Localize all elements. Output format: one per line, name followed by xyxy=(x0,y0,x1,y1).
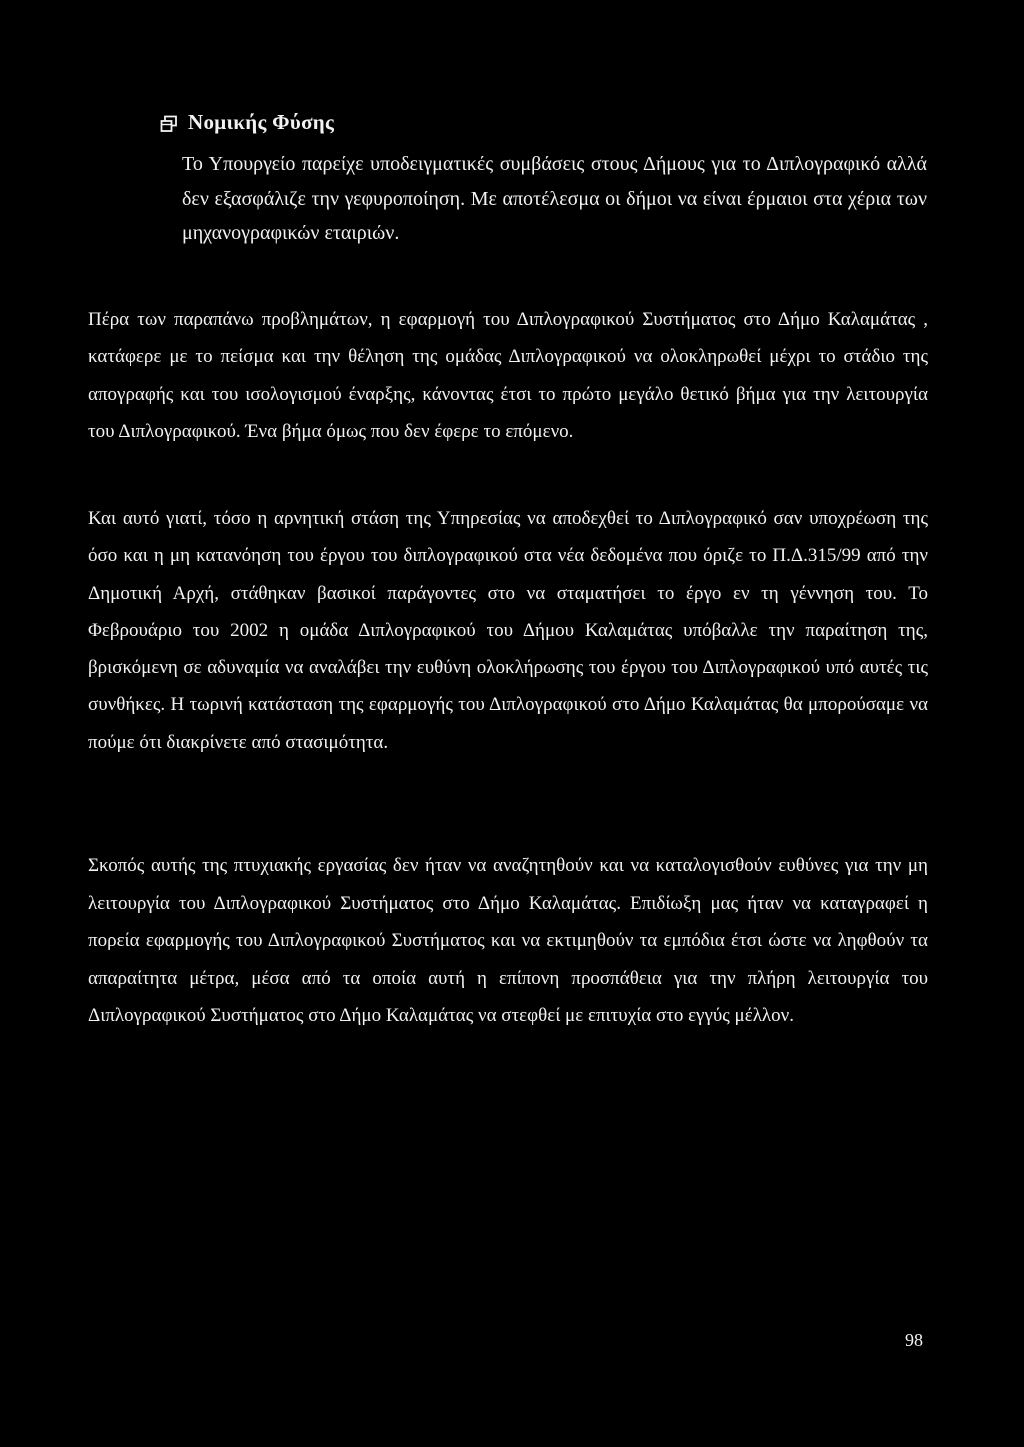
section-heading xyxy=(160,110,334,135)
intro-paragraph: Το Υπουργείο παρείχε υποδειγματικές συμβάσεις στους Δήμους για το Διπλογραφικό αλλά δεν εξασφάλιζε την γεφυροποίηση. Με αποτέλεσμα οι δήμοι να είναι έρμαιοι στα χέρια των μηχανογραφικών εταιριών. xyxy=(182,153,927,244)
page-number: 98 xyxy=(905,1330,923,1350)
document-icon xyxy=(160,114,178,132)
body-paragraph-3: Σκοπός αυτής της πτυχιακής εργασίας δεν ήταν να αναζητηθούν και να καταλογισθούν ευθύνες για την μη λειτουργία του Διπλογραφικού Συστήματος στο Δήμο Καλαμάτας. Επιδίωξη μας ήταν να καταγραφεί η πορεία εφαρμογής του Διπλογραφικού Συστήματος και να εκτιμηθούν τα εμπόδια έτσι ώστε να ληφθούν τα απαραίτητα μέτρα, μέσα από τα οποία αυτή η επίπονη προσπάθεια για την πλήρη λειτουργία του Διπλογραφικού Συστήματος στο Δήμο Καλαμάτας να στεφθεί με επιτυχία στο εγγύς μέλλον. xyxy=(88,855,928,1026)
body-paragraph-1: Πέρα των παραπάνω προβλημάτων, η εφαρμογή του Διπλογραφικού Συστήματος στο Δήμο Καλαμάτας , κατάφερε με το πείσμα και την θέληση της ομάδας Διπλογραφικού να ολοκληρωθεί μέχρι το στάδιο της απογραφής και του ισολογισμού έναρξης, κάνοντας έτσι το πρώτο μεγάλο θετικό βήμα για την λειτουργία του Διπλογραφικού. Ένα βήμα όμως που δεν έφερε το επόμενο. xyxy=(88,309,928,442)
body-paragraph-2: Και αυτό γιατί, τόσο η αρνητική στάση της Υπηρεσίας να αποδεχθεί το Διπλογραφικό σαν υποχρέωση της όσο και η μη κατανόηση του έργου του διπλογραφικού στα νέα δεδομένα που όριζε το Π.Δ.315/99 από την Δημοτική Αρχή, στάθηκαν βασικοί παράγοντες στο να σταματήσει το έργο εν τη γέννηση του. Το Φεβρουάριο του 2002 η ομάδα Διπλογραφικού του Δήμου Καλαμάτας υπόβαλλε την παραίτηση της, βρισκόμενη σε αδυναμία να αναλάβει την ευθύνη ολοκλήρωσης του έργου του Διπλογραφικού υπό αυτές τις συνθήκες. Η τωρινή κατάσταση της εφαρμογής του Διπλογραφικού στο Δήμο Καλαμάτας θα μπορούσαμε να πούμε ότι διακρίνετε από στασιμότητα. xyxy=(88,508,928,753)
section-heading-text: Νομικής Φύσης xyxy=(188,110,335,134)
